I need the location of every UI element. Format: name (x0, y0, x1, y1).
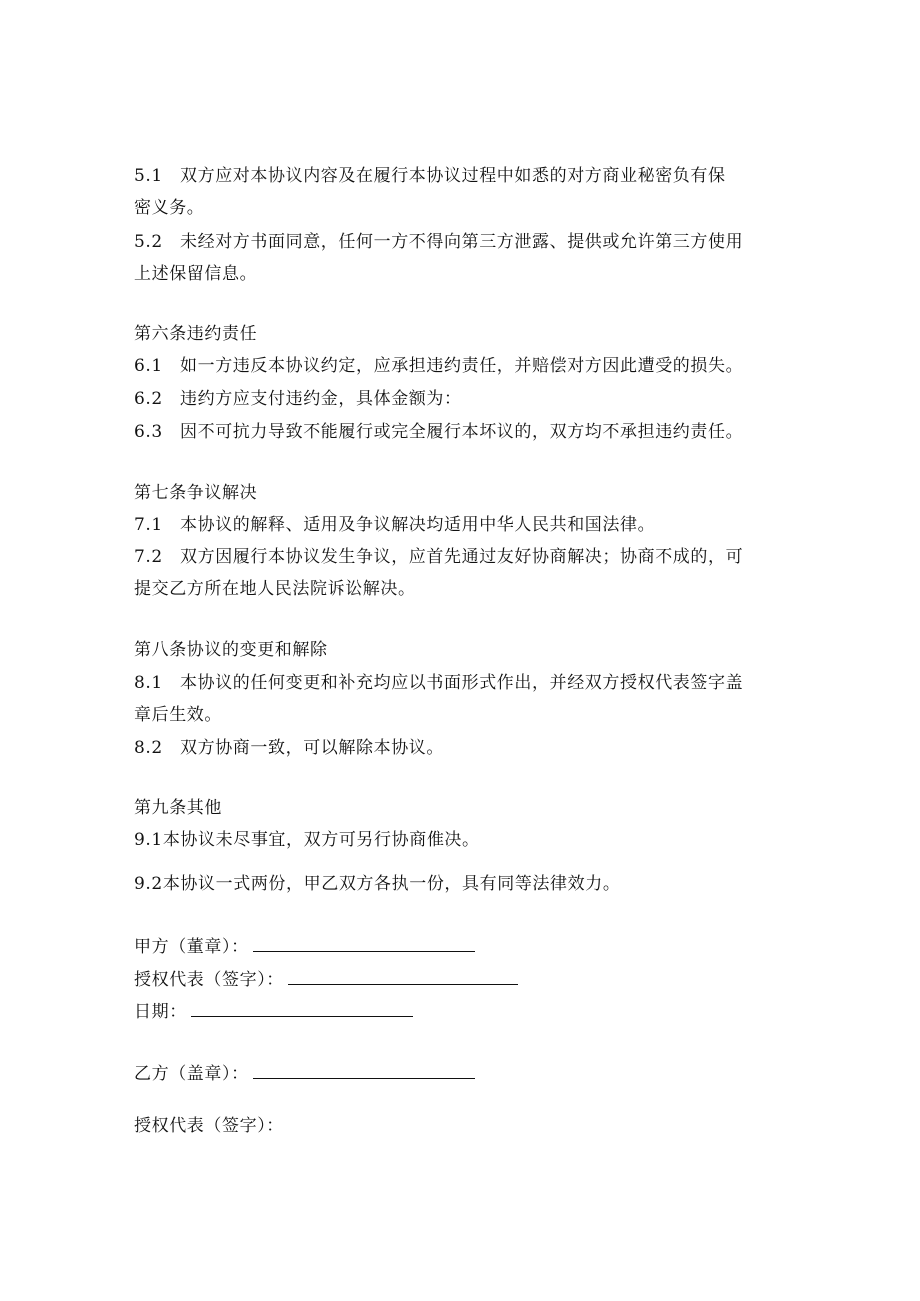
clause-text: 未经对方书面同意，任何一方不得向第三方泄露、提供或允许第三方使用 (180, 232, 744, 252)
clause-number: 6.1 (134, 356, 163, 376)
clause-8-1-line-1 (134, 671, 743, 695)
clause-number: 8.1 (134, 673, 163, 693)
clause-number: 5.2 (134, 232, 163, 252)
clause-8-2 (134, 736, 444, 760)
clause-5-1-line-1 (134, 164, 726, 188)
clause-5-2-line-2: 上述保留信息。 (134, 264, 258, 284)
signature-label: 日期： (134, 1002, 187, 1022)
signature-label: 甲方（董章）： (134, 937, 249, 957)
clause-6-2 (134, 387, 462, 411)
clause-text: 双方协商一致，可以解除本协议。 (180, 738, 444, 758)
clause-number: 6.3 (134, 422, 163, 442)
signature-blank (288, 966, 518, 985)
clause-7-2-line-2: 提交乙方所在地人民法院诉讼解决。 (134, 579, 416, 599)
clause-6-1 (134, 354, 743, 378)
clause-number: 5.1 (134, 166, 163, 186)
signature-label: 乙方（盖章）： (134, 1064, 249, 1084)
clause-9-2: 9.2本协议一式两份，甲乙双方各执一份，具有同等法律效力。 (134, 874, 621, 894)
section-6-title: 第六条违约责任 (134, 324, 258, 344)
clause-6-3 (134, 420, 743, 444)
signature-blank (253, 1060, 475, 1079)
section-9-title: 第九条其他 (134, 798, 222, 818)
clause-text: 双方因履行本协议发生争议，应首先通过友好协商解决；协商不成的，可 (180, 547, 744, 567)
clause-text: 本协议的任何变更和补充均应以书面形式作出，并经双方授权代表签字盖 (180, 673, 744, 693)
clause-text: 因不可抗力导致不能履行或完全履行本坏议的，双方均不承担违约责任。 (180, 422, 744, 442)
clause-text: 如一方违反本协议约定，应承担违约责任，并赔偿对方因此遭受的损失。 (180, 356, 744, 376)
clause-5-2-line-1 (134, 230, 743, 254)
signature-party-a-rep (134, 966, 518, 992)
clause-8-1-line-2: 章后生效。 (134, 705, 222, 725)
clause-number: 7.1 (134, 515, 163, 535)
clause-number: 6.2 (134, 389, 163, 409)
section-7-title: 第七条争议解决 (134, 483, 258, 503)
signature-blank (253, 933, 475, 952)
clause-text: 双方应对本协议内容及在履行本协议过程中如悉的对方商业秘密负有保 (180, 166, 726, 186)
signature-blank (191, 998, 413, 1017)
clause-text: 违约方应支付违约金，具体金额为： (180, 389, 462, 409)
signature-label: 授权代表（签字）： (134, 970, 284, 990)
clause-text: 本协议的解释、适用及争议解决均适用中华人民共和国法律。 (180, 515, 656, 535)
clause-7-1 (134, 513, 655, 537)
signature-party-b (134, 1060, 475, 1086)
clause-number: 7.2 (134, 547, 163, 567)
section-8-title: 第八条协议的变更和解除 (134, 640, 328, 660)
clause-5-1-line-2: 密义务。 (134, 198, 205, 218)
signature-date (134, 998, 413, 1024)
signature-party-a (134, 933, 475, 959)
clause-7-2-line-1 (134, 545, 743, 569)
clause-number: 8.2 (134, 738, 163, 758)
signature-party-b-rep: 授权代表（签字）： (134, 1116, 284, 1136)
clause-9-1: 9.1本协议未尽事宜，双方可另行协商倠决。 (134, 830, 480, 850)
